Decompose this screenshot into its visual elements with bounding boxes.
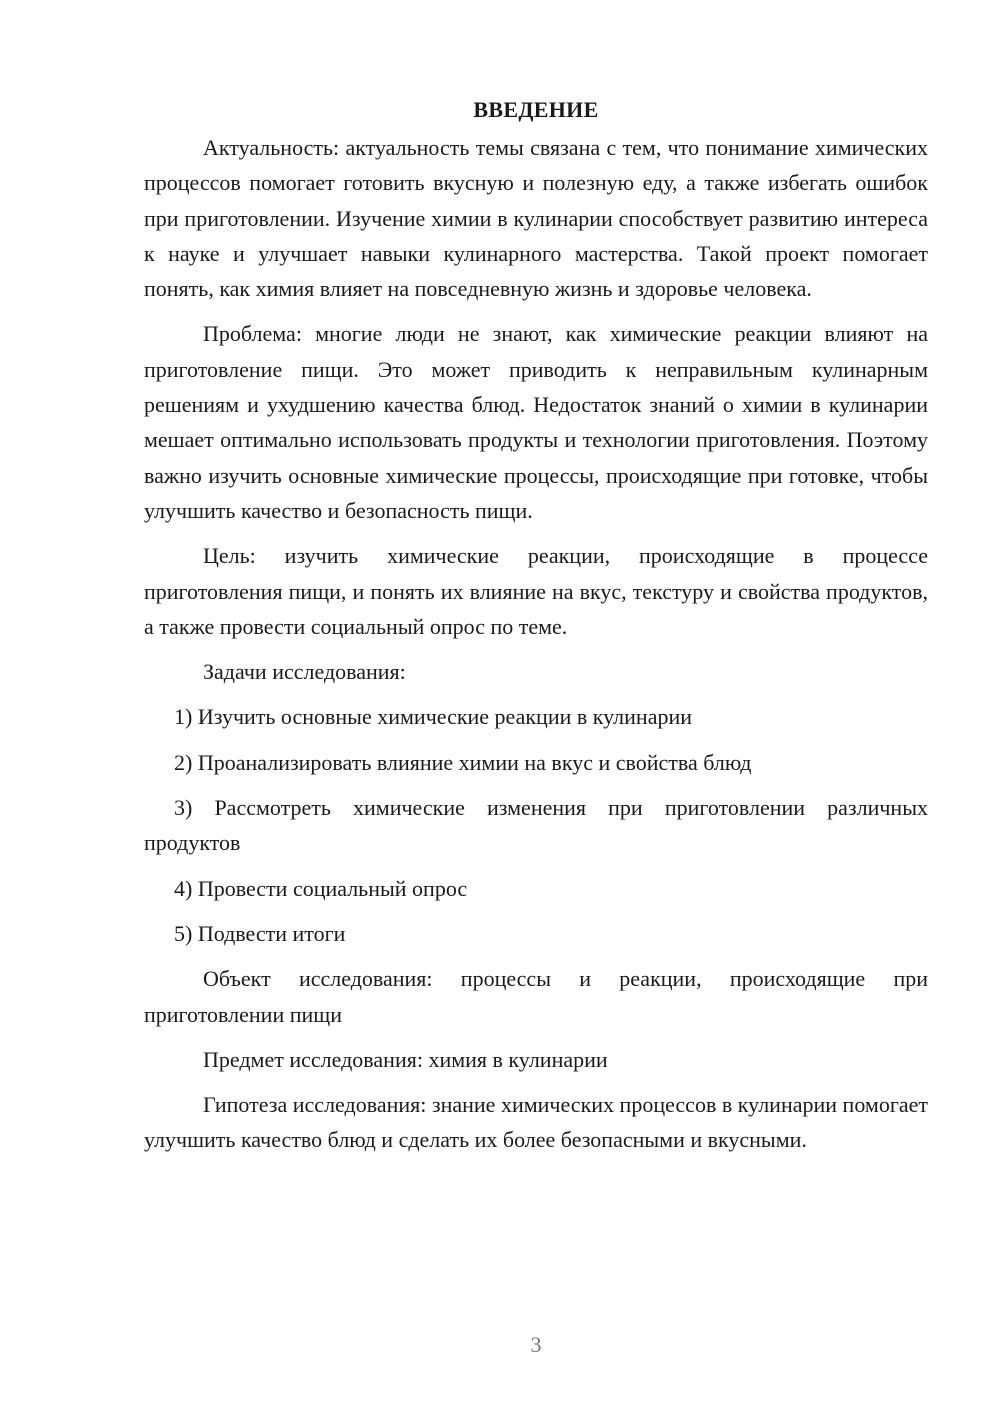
task-item-3: 3) Рассмотреть химические изменения при приготовлении различных продуктов (144, 795, 928, 856)
page-number: 3 (530, 1332, 542, 1357)
paragraph-relevance: Актуальность: актуальность темы связана с тем, что понимание химических процессов помогает готовить вкусную и полезную еду, а также избегать ошибок при приготовлении. Изучение химии в кулинарии способствует развитию интереса к науке и улучшает навыки кулинарного мастерства. Такой проект помогает понять, как химия влияет на повседневную жизнь и здоровье человека. (144, 135, 928, 302)
paragraph-tasks-heading: Задачи исследования: (203, 659, 406, 685)
document-page (144, 92, 928, 1168)
task-item-2: 2) Проанализировать влияние химии на вкус и свойства блюд (174, 749, 752, 775)
page-title: ВВЕДЕНИЕ (473, 97, 599, 122)
paragraph-hypothesis: Гипотеза исследования: знание химических процессов в кулинарии помогает улучшить качество блюд и сделать их более безопасными и вкусными. (144, 1092, 928, 1153)
paragraph-object: Объект исследования: процессы и реакции, происходящие при приготовлении пищи (144, 966, 928, 1027)
paragraph-subject: Предмет исследования: химия в кулинарии (203, 1046, 608, 1072)
task-item-4: 4) Провести социальный опрос (174, 875, 468, 901)
task-item-1: 1) Изучить основные химические реакции в кулинарии (174, 704, 692, 730)
paragraph-problem: Проблема: многие люди не знают, как химические реакции влияют на приготовление пищи. Это может приводить к неправильным кулинарным решениям и ухудшению качества блюд. Недостаток знаний о химии в кулинарии мешает оптимально использовать продукты и технологии приготовления. Поэтому важно изучить основные химические процессы, происходящие при готовке, чтобы улучшить качество и безопасность пищи. (144, 321, 928, 523)
paragraph-goal: Цель: изучить химические реакции, происходящие в процессе приготовления пищи, и понять их влияние на вкус, текстуру и свойства продуктов, а также провести социальный опрос по теме. (144, 543, 928, 639)
task-item-5: 5) Подвести итоги (174, 920, 346, 946)
